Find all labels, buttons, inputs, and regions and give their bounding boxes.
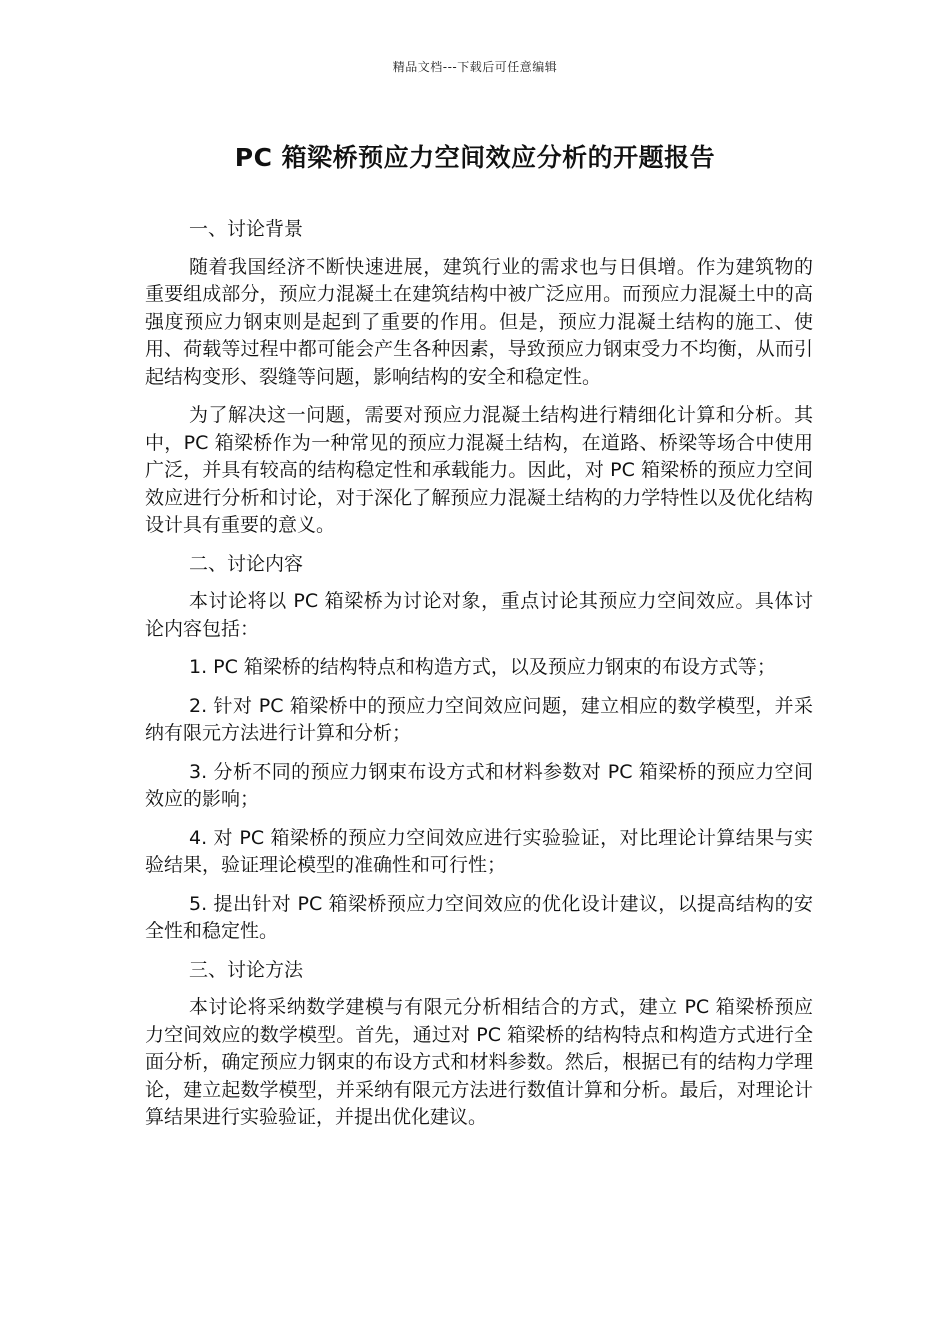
list-item: 2. 针对 PC 箱梁桥中的预应力空间效应问题，建立相应的数学模型，并采纳有限元方法进行计算和分析； (145, 694, 813, 744)
paragraph: 本讨论将以 PC 箱梁桥为讨论对象，重点讨论其预应力空间效应。具体讨论内容包括： (145, 590, 813, 640)
header-note: 精品文档---下载后可任意编辑 (392, 60, 558, 74)
list-item: 5. 提出针对 PC 箱梁桥预应力空间效应的优化设计建议，以提高结构的安全性和稳定性。 (145, 892, 813, 942)
paragraph: 本讨论将采纳数学建模与有限元分析相结合的方式，建立 PC 箱梁桥预应力空间效应的数学模型。首先，通过对 PC 箱梁桥的结构特点和构造方式进行全面分析，确定预应力钢束的布设方式和材料参数。然后，根据已有的结构力学理论，建立起数学模型，并采纳有限元方法进行数值计算和分析。最后，对理论计算结果进行实验验证，并提出优化建议。 (145, 996, 813, 1128)
paragraph: 随着我国经济不断快速进展，建筑行业的需求也与日俱增。作为建筑物的重要组成部分，预应力混凝土在建筑结构中被广泛应用。而预应力混凝土中的高强度预应力钢束则是起到了重要的作用。但是，预应力混凝土结构的施工、使用、荷载等过程中都可能会产生各种因素，导致预应力钢束受力不均衡，从而引起结构变形、裂缝等问题，影响结构的安全和稳定性。 (145, 255, 813, 388)
list-item: 3. 分析不同的预应力钢束布设方式和材料参数对 PC 箱梁桥的预应力空间效应的影响； (145, 760, 813, 810)
section-heading-background: 一、讨论背景 (189, 218, 304, 240)
section-heading-method: 三、讨论方法 (189, 958, 304, 981)
document-body (145, 216, 813, 1143)
list-item: 1. PC 箱梁桥的结构特点和构造方式，以及预应力钢束的布设方式等； (189, 656, 776, 678)
list-item: 4. 对 PC 箱梁桥的预应力空间效应进行实验验证，对比理论计算结果与实验结果，验证理论模型的准确性和可行性； (145, 826, 813, 876)
document-title: PC 箱梁桥预应力空间效应分析的开题报告 (234, 143, 716, 172)
section-heading-content: 二、讨论内容 (189, 552, 304, 575)
paragraph: 为了解决这一问题，需要对预应力混凝土结构进行精细化计算和分析。其中，PC 箱梁桥作为一种常见的预应力混凝土结构，在道路、桥梁等场合中使用广泛，并具有较高的结构稳定性和承载能力。因此，对 PC 箱梁桥的预应力空间效应进行分析和讨论，对于深化了解预应力混凝土结构的力学特性以及优化结构设计具有重要的意义。 (145, 404, 813, 536)
